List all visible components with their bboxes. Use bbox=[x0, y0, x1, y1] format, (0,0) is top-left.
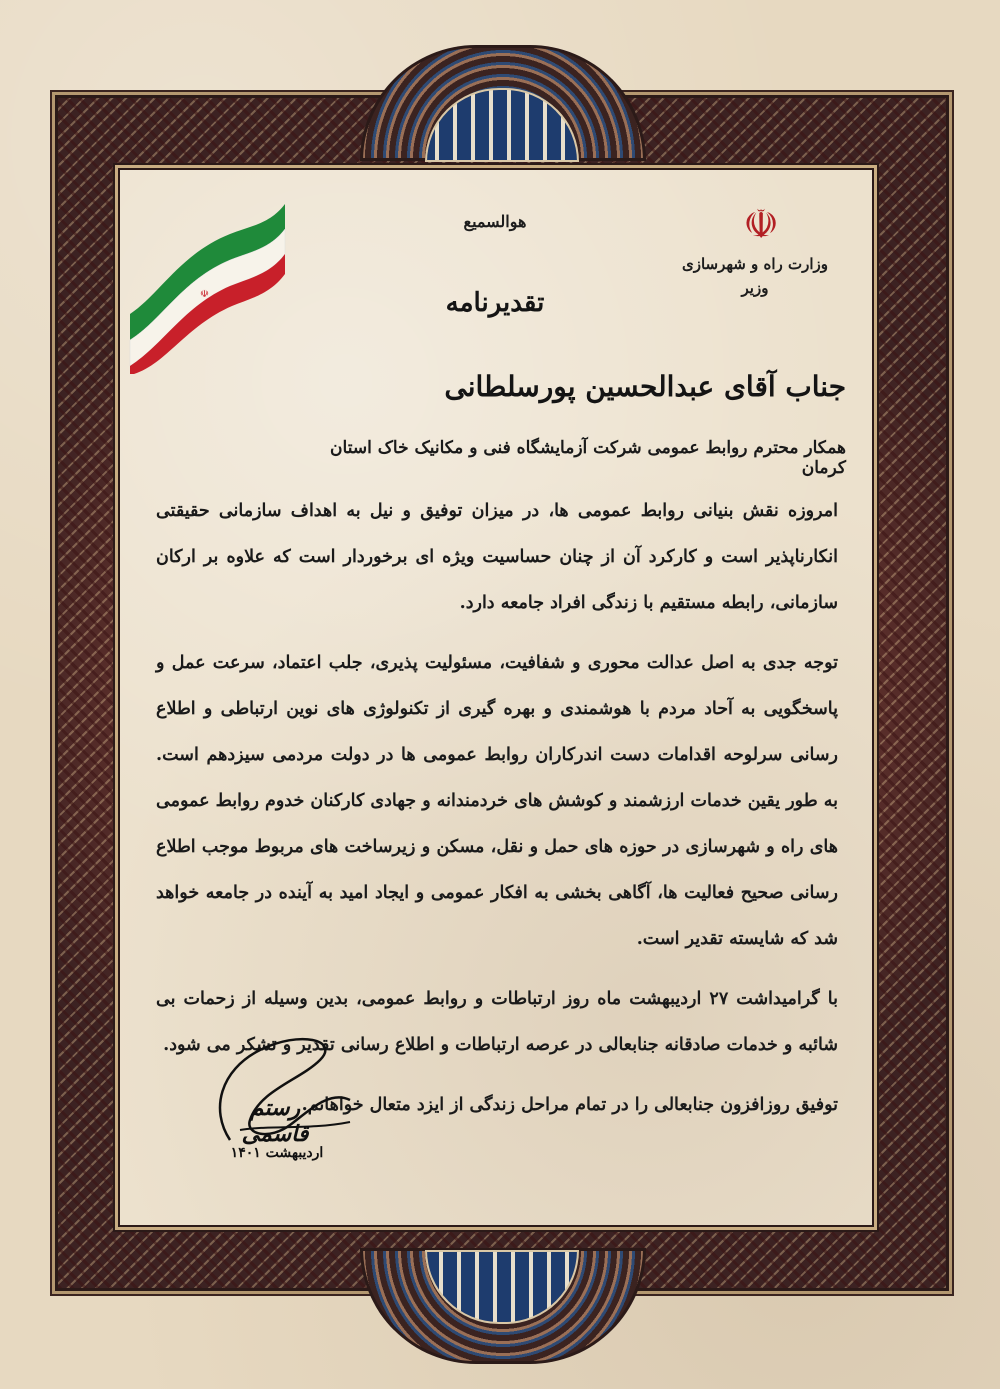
ministry-title: وزیر bbox=[741, 279, 769, 297]
paragraph: توفیق روزافزون جنابعالی را در تمام مراحل زندگی از ایزد متعال خواهانم. bbox=[301, 1095, 838, 1115]
iran-flag-icon bbox=[120, 194, 290, 374]
paragraph: امروزه نقش بنیانی روابط عمومی ها، در میزان توفیق و نیل به اهداف سازمانی حقیقتی انکارناپذیر است و کارکرد آن از چنان حساسیت ویژه ای برخوردار است که علاوه بر ارکان سازمانی، رابطه مستقیم با زندگی افراد جامعه دارد. bbox=[156, 501, 838, 613]
document-title: تقدیرنامه bbox=[445, 288, 545, 318]
iran-emblem-icon: ☫ bbox=[743, 202, 779, 248]
ministry-name: وزارت راه و شهرسازی bbox=[681, 255, 829, 273]
signatory-name: رستم قاسمی bbox=[241, 1095, 309, 1147]
svg-text:☫: ☫ bbox=[200, 289, 209, 300]
signature-date: اردیبهشت ۱۴۰۱ bbox=[230, 1145, 324, 1161]
ministry-heading bbox=[680, 252, 830, 300]
invocation: هوالسمیع bbox=[463, 212, 527, 231]
paragraph: توجه جدی به اصل عدالت محوری و شفافیت، مسئولیت پذیری، جلب اعتماد، سرعت عمل و پاسخگویی به آحاد مردم با هوشمندی و بهره گیری از تکنولوژی های نوین ارتباطی و اطلاع رسانی سرلوحه اقدامات دست اندرکاران روابط عمومی ها در دولت مردمی سیزدهم است. به طور یقین خدمات ارزشمند و کوشش های خردمندانه و جهادی کارکنان خدوم روابط عمومی های راه و شهرسازی در حوزه های حمل و نقل، مسکن و زیرساخت های مربوط موجب اطلاع رسانی صحیح فعالیت ها، آگاهی بخشی به افکار عمومی و ایجاد امید به آینده در جامعه خواهد شد که شایسته تقدیر است. bbox=[156, 653, 838, 949]
certificate-body bbox=[118, 168, 874, 1227]
paragraph: با گرامیداشت ۲۷ اردیبهشت ماه روز ارتباطات و روابط عمومی، بدین وسیله از زحمات بی شائبه و خدمات صادقانه جنابعالی در عرصه ارتباطات و اطلاع رسانی تقدیر و تشکر می شود. bbox=[156, 989, 838, 1055]
recipient-name: جناب آقای عبدالحسین پورسلطانی bbox=[444, 370, 846, 403]
recipient-role: همکار محترم روابط عمومی شرکت آزمایشگاه فنی و مکانیک خاک استان کرمان bbox=[330, 438, 846, 478]
